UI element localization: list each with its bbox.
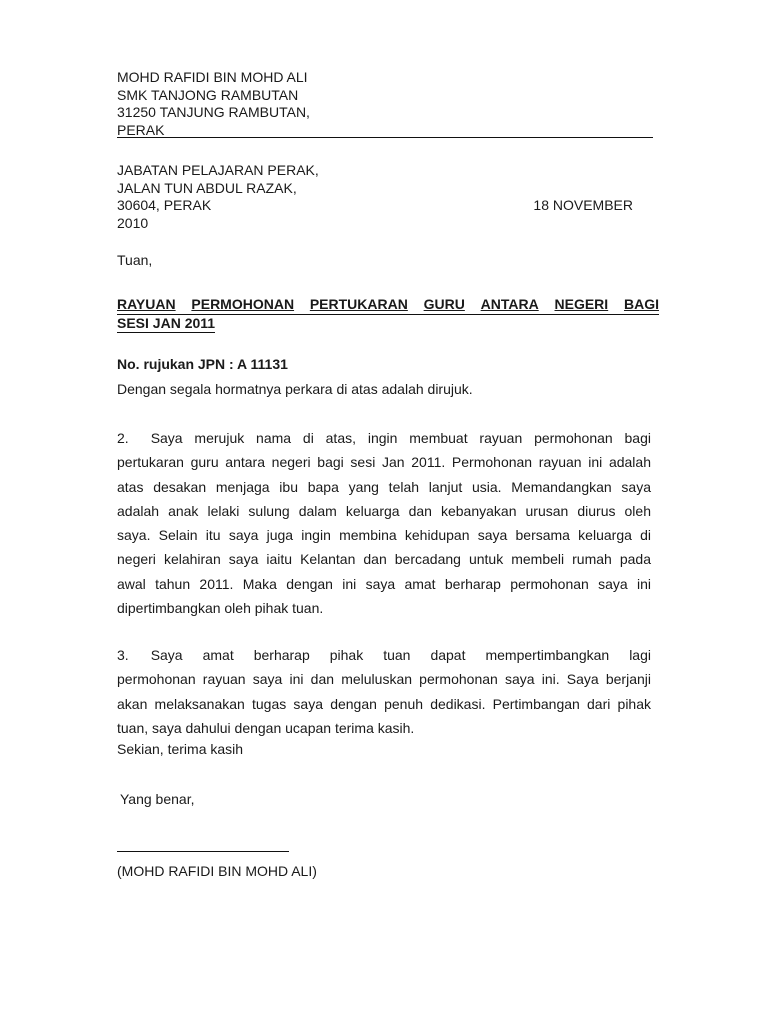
subject-word: BAGI <box>623 296 659 312</box>
paragraph-line: awal tahun 2011. Maka dengan ini saya amat berharap permohonan saya ini <box>117 575 651 592</box>
paragraph-line: atas desakan menjaga ibu bapa yang telah lanjut usia. Memandangkan saya <box>117 478 651 495</box>
subject-word: ANTARA <box>480 296 539 312</box>
subject-word: PERTUKARAN <box>309 296 408 312</box>
paragraph-line: akan melaksanakan tugas saya dengan penuh dedikasi. Pertimbangan dari pihak <box>117 695 651 712</box>
sender-state: PERAK <box>117 121 165 138</box>
closing-line: Sekian, terima kasih <box>117 741 244 757</box>
sender-postcode-city: 31250 TANJUNG RAMBUTAN, <box>117 104 310 120</box>
sender-school: SMK TANJONG RAMBUTAN <box>117 86 299 103</box>
header-divider <box>117 137 653 138</box>
sender-address <box>117 69 653 139</box>
subject-word: GURU <box>423 296 465 312</box>
paragraph-line <box>117 643 651 667</box>
signatory-name: (MOHD RAFIDI BIN MOHD ALI) <box>117 863 317 879</box>
subject-word: RAYUAN <box>117 296 176 312</box>
subject-heading <box>117 296 659 333</box>
paragraph-number: 3. <box>117 647 129 663</box>
signature-line <box>117 851 289 852</box>
paragraph-line: saya. Selain itu saya juga ingin membina kehidupan saya bersama keluarga di <box>117 527 651 544</box>
subject-line-2: SESI JAN 2011 <box>117 315 215 334</box>
recipient-postcode-date-row <box>117 197 633 215</box>
paragraph-line: permohonan rayuan saya ini dan meluluskan permohonan saya ini. Saya berjanji <box>117 671 651 688</box>
paragraph-line-text: Saya amat berharap pihak tuan dapat mempertimbangkan lagi <box>150 647 651 663</box>
paragraph-number: 2. <box>117 430 129 446</box>
subject-word: NEGERI <box>554 296 609 312</box>
greeting: Tuan, <box>117 252 153 268</box>
paragraph-line: dipertimbangkan oleh pihak tuan. <box>117 600 324 617</box>
paragraph-2 <box>117 426 651 620</box>
recipient-postcode-state: 30604, PERAK <box>117 197 212 213</box>
recipient-street: JALAN TUN ABDUL RAZAK, <box>117 179 297 196</box>
recipient-office: JABATAN PELAJARAN PERAK, <box>117 162 319 178</box>
paragraph-line <box>117 426 651 450</box>
paragraph-line: negeri kelahiran saya iaitu Kelantan dan bercadang untuk membeli rumah pada <box>117 551 651 568</box>
paragraph-line: tuan, saya dahului dengan ucapan terima kasih. <box>117 719 415 736</box>
sender-name: MOHD RAFIDI BIN MOHD ALI <box>117 69 308 85</box>
subject-word: PERMOHONAN <box>191 296 295 312</box>
sign-off: Yang benar, <box>120 791 195 807</box>
letter-date-part1: 18 NOVEMBER <box>533 197 633 213</box>
paragraph-line-text: Saya merujuk nama di atas, ingin membuat rayuan permohonan bagi <box>150 430 651 446</box>
paragraph-line: adalah anak lelaki sulung dalam keluarga dan kebanyakan urusan diurus oleh <box>117 502 651 519</box>
paragraph-line: pertukaran guru antara negeri bagi sesi Jan 2011. Permohonan rayuan ini adalah <box>117 454 651 471</box>
reference-number: No. rujukan JPN : A 11131 <box>117 356 288 372</box>
intro-sentence: Dengan segala hormatnya perkara di atas adalah dirujuk. <box>117 381 473 397</box>
subject-line-1 <box>117 296 659 315</box>
recipient-address <box>117 162 653 232</box>
letter-date-part2: 2010 <box>117 214 149 231</box>
paragraph-3 <box>117 643 651 740</box>
